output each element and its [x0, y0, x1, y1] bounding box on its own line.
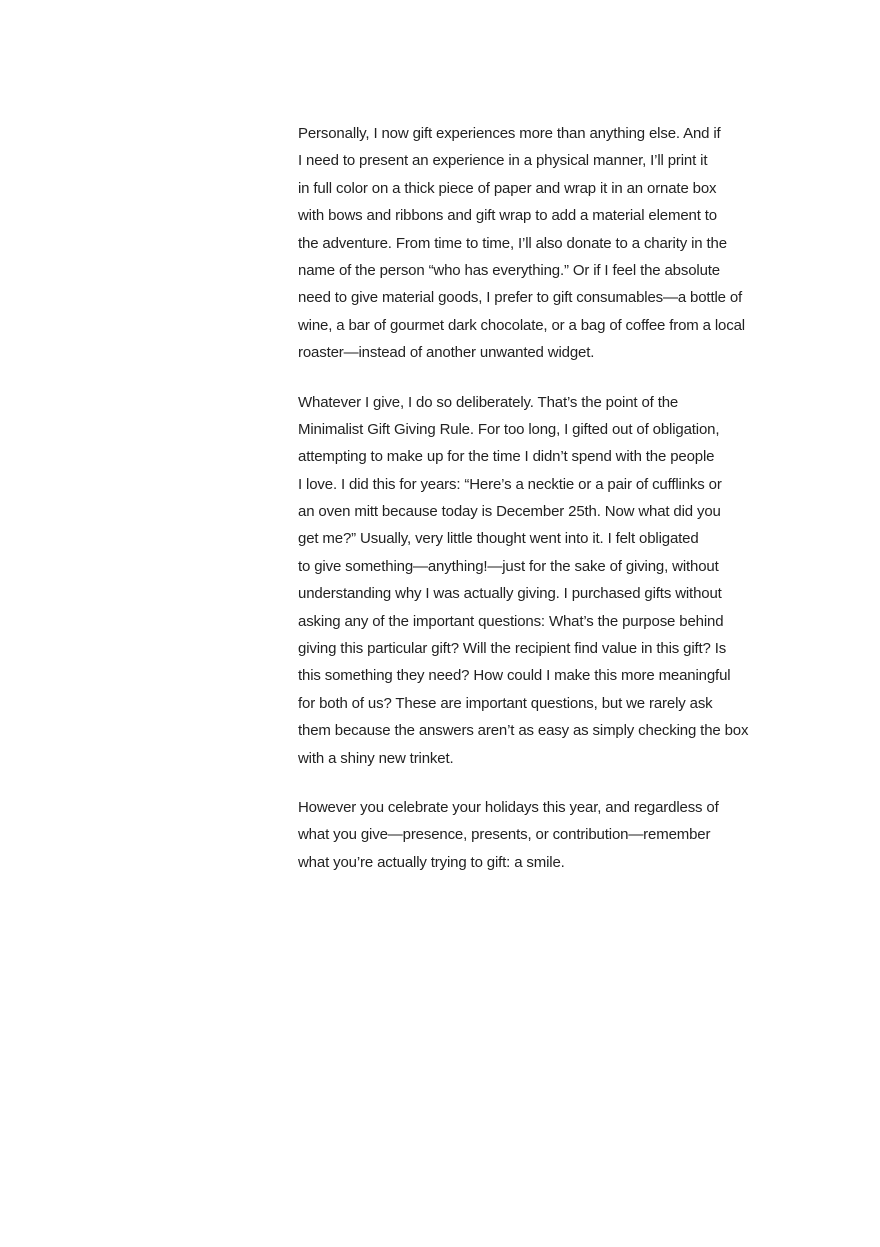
text-line: attempting to make up for the time I didn’t spend with the people	[298, 448, 715, 466]
text-line: what you give—presence, presents, or contribution—remember	[298, 826, 711, 844]
text-line: for both of us? These are important questions, but we rarely ask	[298, 694, 713, 712]
text-line: them because the answers aren’t as easy as simply checking the box	[298, 722, 749, 740]
text-line: understanding why I was actually giving. I purchased gifts without	[298, 585, 722, 603]
text-line: to give something—anything!—just for the sake of giving, without	[298, 557, 719, 575]
text-line: need to give material goods, I prefer to gift consumables—a bottle of	[298, 289, 743, 307]
text-line: asking any of the important questions: What’s the purpose behind	[298, 612, 724, 630]
text-line: what you’re actually trying to gift: a smile.	[298, 853, 565, 871]
text-line: I need to present an experience in a physical manner, I’ll print it	[298, 152, 708, 170]
text-line: giving this particular gift? Will the recipient find value in this gift? Is	[298, 640, 727, 658]
text-line: I love. I did this for years: “Here’s a necktie or a pair of cufflinks or	[298, 475, 722, 493]
text-line: However you celebrate your holidays this year, and regardless of	[298, 798, 719, 816]
text-line: name of the person “who has everything.” Or if I feel the absolute	[298, 261, 721, 279]
body-text	[298, 120, 778, 898]
text-line: roaster—instead of another unwanted widget.	[298, 344, 595, 362]
text-line: an oven mitt because today is December 25th. Now what did you	[298, 503, 721, 521]
text-line: with bows and ribbons and gift wrap to add a material element to	[298, 207, 717, 225]
text-line: Minimalist Gift Giving Rule. For too long, I gifted out of obligation,	[298, 420, 720, 438]
text-line: in full color on a thick piece of paper and wrap it in an ornate box	[298, 179, 717, 197]
text-line: get me?” Usually, very little thought went into it. I felt obligated	[298, 530, 699, 548]
text-line: with a shiny new trinket.	[298, 749, 454, 767]
text-line: wine, a bar of gourmet dark chocolate, or a bag of coffee from a local	[298, 316, 745, 334]
paragraph	[298, 794, 778, 876]
paragraph	[298, 120, 778, 367]
paragraph	[298, 389, 778, 772]
text-line: this something they need? How could I make this more meaningful	[298, 667, 731, 685]
text-line: Whatever I give, I do so deliberately. That’s the point of the	[298, 393, 679, 411]
text-line: the adventure. From time to time, I’ll also donate to a charity in the	[298, 234, 727, 252]
text-line: Personally, I now gift experiences more than anything else. And if	[298, 125, 721, 142]
